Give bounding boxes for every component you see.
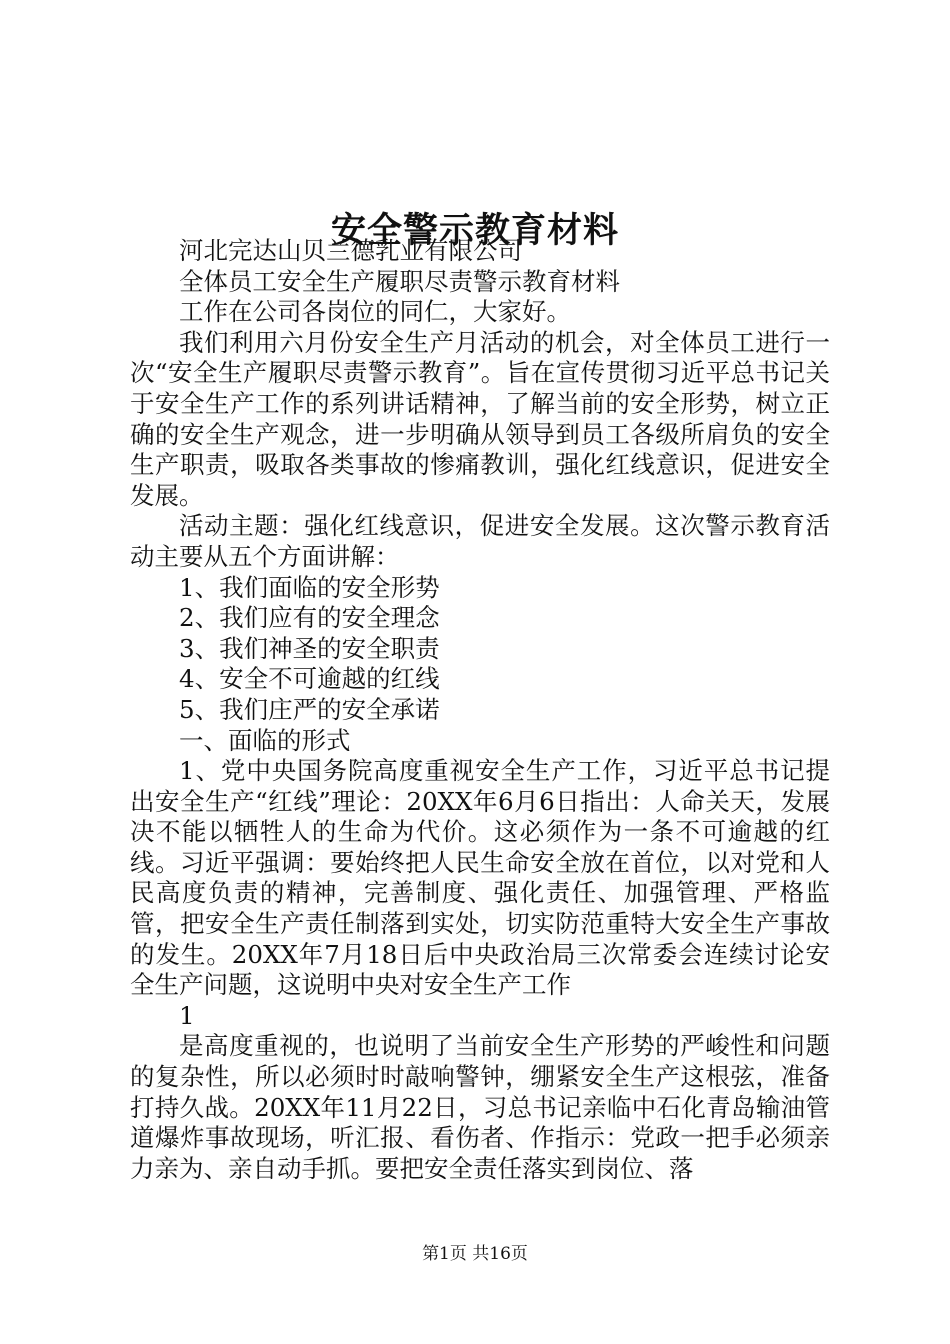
list-item: 1、我们面临的安全形势	[179, 572, 440, 602]
list-item: 4、安全不可逾越的红线	[179, 664, 440, 694]
list-item: 5、我们庄严的安全承诺	[179, 694, 440, 724]
inline-page-number: 1	[179, 1000, 195, 1030]
list-item: 2、我们应有的安全理念	[179, 603, 440, 633]
list-item: 3、我们神圣的安全职责	[179, 633, 440, 663]
section-heading: 一、面临的形式	[179, 725, 351, 755]
greeting: 工作在公司各岗位的同仁，大家好。	[179, 297, 571, 327]
page-footer: 第1页 共16页	[422, 1244, 528, 1264]
theme-paragraph: 活动主题：强化红线意识，促进安全发展。这次警示教育活动主要从五个方面讲解：	[130, 511, 830, 571]
body-paragraph: 是高度重视的，也说明了当前安全生产形势的严峻性和问题的复杂性，所以必须时时敲响警钟，绷紧安全生产这根弦，准备打持久战。20XX年11月22日，习总书记亲临中石化青岛输油管道爆炸事故现场，听汇报、看伤者、作指示：党政一把手必须亲力亲为、亲自动手抓。要把安全责任落实到岗位、落	[130, 1031, 830, 1183]
intro-paragraph: 我们利用六月份安全生产月活动的机会，对全体员工进行一次“安全生产履职尽责警示教育”。旨在宣传贯彻习近平总书记关于安全生产工作的系列讲话精神，了解当前的安全形势，树立正确的安全生产观念，进一步明确从领导到员工各级所肩负的安全生产职责，吸取各类事故的惨痛教训，强化红线意识，促进安全发展。	[130, 327, 830, 510]
material-subtitle: 全体员工安全生产履职尽责警示教育材料	[179, 266, 620, 296]
company-name: 河北完达山贝兰德乳业有限公司	[179, 236, 522, 265]
document-body	[130, 236, 830, 1184]
body-paragraph: 1、党中央国务院高度重视安全生产工作，习近平总书记提出安全生产“红线”理论：20XX年6月6日指出：人命关天，发展决不能以牺牲人的生命为代价。这必须作为一条不可逾越的红线。习近平强调：要始终把人民生命安全放在首位，以对党和人民高度负责的精神，完善制度、强化责任、加强管理、严格监管，把安全生产责任制落到实处，切实防范重特大安全生产事故的发生。20XX年7月18日后中央政治局三次常委会连续讨论安全生产问题，这说明中央对安全生产工作	[130, 756, 830, 1000]
document-title: 安全警示教育材料	[330, 210, 619, 252]
